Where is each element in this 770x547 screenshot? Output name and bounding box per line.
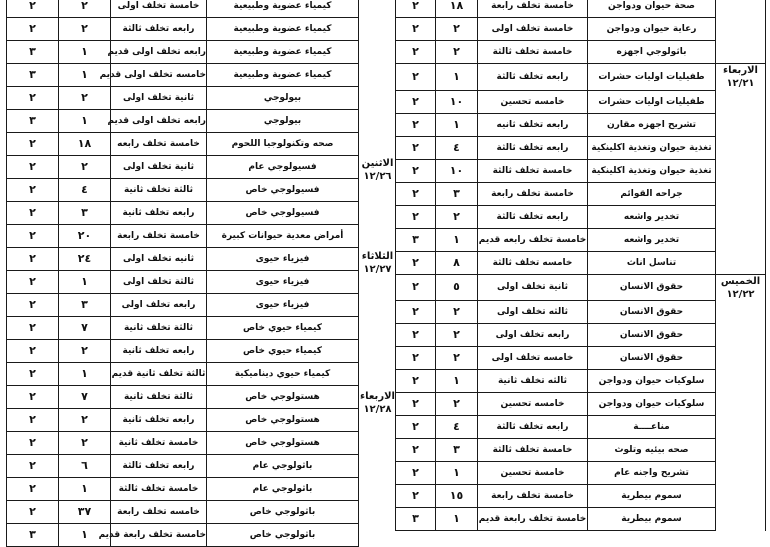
table-row	[396, 370, 766, 393]
table-row	[7, 110, 359, 133]
count-cell: ٢	[396, 113, 436, 136]
level-cell: ثالثة تخلف ثانية	[111, 386, 207, 409]
day-cell: الخميس ١٢/٢٢	[716, 274, 766, 301]
level-cell: رابعه تخلف ثانية	[111, 340, 207, 363]
count-cell: ٢	[396, 485, 436, 508]
subject-cell: حقوق الانسان	[588, 324, 716, 347]
student-count-cell: ١٨	[436, 0, 478, 18]
subject-cell: رعاية حيوان ودواجن	[588, 18, 716, 41]
level-cell: خامسه تخلف ثالثة	[478, 251, 588, 274]
subject-cell: مناعــــة	[588, 416, 716, 439]
day-cell	[716, 462, 766, 485]
count-cell: ٣	[396, 228, 436, 251]
subject-cell: كيمياء حيوي ديناميكية	[207, 363, 359, 386]
student-count-cell: ٢	[436, 18, 478, 41]
student-count-cell: ٢	[436, 205, 478, 228]
right-table-body	[396, 0, 766, 531]
count-cell: ٢	[396, 18, 436, 41]
subject-cell: باثولوجي عام	[207, 455, 359, 478]
count-cell: ٢	[7, 501, 59, 524]
count-cell: ٢	[396, 439, 436, 462]
student-count-cell: ٢	[436, 347, 478, 370]
student-count-cell: ١	[59, 41, 111, 64]
level-cell: ثانيه تخلف اولى	[111, 248, 207, 271]
student-count-cell: ١٥	[436, 485, 478, 508]
table-row	[7, 386, 359, 409]
level-cell: ثالثه تخلف اولى	[478, 301, 588, 324]
level-cell: خامسة تخلف رابعة قديم	[478, 508, 588, 531]
subject-cell: بيولوجي	[207, 110, 359, 133]
level-cell: ثالثة تخلف ثانية	[111, 317, 207, 340]
level-cell: رابعه تخلف ثانية	[111, 409, 207, 432]
day-cell	[716, 205, 766, 228]
level-cell: خامسة تخلف ثالثة	[478, 41, 588, 64]
subject-cell: كيمياء عضوية وطبيعية	[207, 64, 359, 87]
day-cell	[716, 347, 766, 370]
count-cell: ٢	[7, 18, 59, 41]
subject-cell: حقوق الانسان	[588, 301, 716, 324]
level-cell: ثانية تخلف اولى	[111, 156, 207, 179]
subject-cell: سلوكيات حيوان ودواجن	[588, 370, 716, 393]
count-cell: ٢	[396, 370, 436, 393]
table-row	[7, 202, 359, 225]
student-count-cell: ٥	[436, 274, 478, 301]
student-count-cell: ١٠	[436, 159, 478, 182]
subject-cell: أمراض معدية حيوانات كبيرة	[207, 225, 359, 248]
subject-cell: فيزياء حيوى	[207, 248, 359, 271]
count-cell: ٢	[7, 317, 59, 340]
count-cell: ٢	[7, 225, 59, 248]
count-cell: ٣	[7, 524, 59, 547]
count-cell: ٢	[7, 133, 59, 156]
table-row	[7, 432, 359, 455]
student-count-cell: ٣	[436, 182, 478, 205]
level-cell: خامسه تخلف رابعة	[111, 501, 207, 524]
subject-cell: حقوق الانسان	[588, 347, 716, 370]
table-row	[7, 248, 359, 271]
level-cell: خامسة تخلف رابعه قديم	[478, 228, 588, 251]
count-cell: ٣	[7, 64, 59, 87]
student-count-cell: ١	[436, 64, 478, 91]
level-cell: ثالثه تخلف ثانية	[478, 370, 588, 393]
level-cell: خامسه تحسين	[478, 90, 588, 113]
day-cell	[716, 251, 766, 274]
count-cell: ٢	[7, 432, 59, 455]
student-count-cell: ١	[436, 370, 478, 393]
student-count-cell: ١	[436, 462, 478, 485]
count-cell: ٢	[7, 455, 59, 478]
student-count-cell: ٢	[436, 301, 478, 324]
subject-cell: تشريح اجهزه مقارن	[588, 113, 716, 136]
subject-cell: هستولوجي خاص	[207, 409, 359, 432]
student-count-cell: ٨	[436, 251, 478, 274]
table-row	[7, 18, 359, 41]
table-row	[7, 524, 359, 547]
subject-cell: بيولوجي	[207, 87, 359, 110]
level-cell: رابعه تخلف ثانيه	[478, 113, 588, 136]
level-cell: خامسة تخلف اولى	[111, 0, 207, 18]
subject-cell: صحة حيوان ودواجن	[588, 0, 716, 18]
subject-cell: كيمياء حيوي خاص	[207, 317, 359, 340]
level-cell: رابعه تخلف ثالثة	[111, 455, 207, 478]
count-cell: ٢	[396, 159, 436, 182]
level-cell: رابعه تخلف ثالثة	[111, 18, 207, 41]
table-row	[7, 409, 359, 432]
table-row	[396, 228, 766, 251]
table-row	[7, 0, 359, 18]
level-cell: خامسة تحسين	[478, 462, 588, 485]
count-cell: ٢	[7, 87, 59, 110]
student-count-cell: ١٨	[59, 133, 111, 156]
subject-cell: تخدير واشعه	[588, 228, 716, 251]
day-cell: الاربعاء ١٢/٢١	[716, 64, 766, 91]
count-cell: ٢	[396, 0, 436, 18]
subject-cell: فسيولوجي خاص	[207, 202, 359, 225]
count-cell: ٢	[396, 462, 436, 485]
student-count-cell: ١	[59, 363, 111, 386]
level-cell: ثانية تخلف اولى	[478, 274, 588, 301]
subject-cell: صحه بيئيه وتلوث	[588, 439, 716, 462]
table-row	[396, 0, 766, 18]
table-row	[7, 87, 359, 110]
student-count-cell: ١	[59, 478, 111, 501]
level-cell: خامسة تخلف رابعة	[111, 225, 207, 248]
count-cell: ٢	[7, 386, 59, 409]
count-cell: ٢	[396, 182, 436, 205]
student-count-cell: ٣	[59, 294, 111, 317]
table-row	[7, 317, 359, 340]
student-count-cell: ٣٧	[59, 501, 111, 524]
student-count-cell: ١	[59, 271, 111, 294]
subject-cell: سلوكيات حيوان ودواجن	[588, 393, 716, 416]
count-cell: ٢	[396, 347, 436, 370]
student-count-cell: ٢	[436, 324, 478, 347]
level-cell: رابعه تخلف ثالثة	[478, 64, 588, 91]
level-cell: خامسة تخلف ثالثة	[111, 478, 207, 501]
level-cell: خامسة تخلف رابعة قديم	[111, 524, 207, 547]
table-row	[7, 340, 359, 363]
exam-schedule-table-right	[395, 0, 766, 531]
table-row	[7, 64, 359, 87]
count-cell: ٢	[396, 301, 436, 324]
table-row	[7, 225, 359, 248]
count-cell: ٢	[7, 294, 59, 317]
count-cell: ٢	[7, 271, 59, 294]
student-count-cell: ٢	[59, 156, 111, 179]
subject-cell: هستولوجي خاص	[207, 432, 359, 455]
table-row	[396, 416, 766, 439]
subject-cell: سموم بيطرية	[588, 485, 716, 508]
table-row	[396, 251, 766, 274]
level-cell: رابعه تخلف ثالثة	[478, 136, 588, 159]
table-row	[7, 41, 359, 64]
table-row	[7, 478, 359, 501]
count-cell: ٣	[396, 508, 436, 531]
level-cell: رابعه تخلف ثالثة	[478, 205, 588, 228]
subject-cell: تغذية حيوان وتغذية اكلينكية	[588, 136, 716, 159]
day-label: الاثنين ١٢/٢٦	[361, 158, 394, 183]
day-label: الثلاثاء ١٢/٢٧	[361, 251, 394, 276]
count-cell: ٢	[7, 202, 59, 225]
subject-cell: باثولوجي اجهزه	[588, 41, 716, 64]
level-cell: خامسه تخلف اولى قديم	[111, 64, 207, 87]
table-row	[396, 485, 766, 508]
count-cell: ٢	[396, 393, 436, 416]
student-count-cell: ٢	[436, 41, 478, 64]
level-cell: خامسه تحسين	[478, 393, 588, 416]
day-cell	[716, 508, 766, 531]
subject-cell: سموم بيطرية	[588, 508, 716, 531]
subject-cell: تشريح واجنه عام	[588, 462, 716, 485]
subject-cell: كيمياء عضوية وطبيعية	[207, 41, 359, 64]
student-count-cell: ٧	[59, 317, 111, 340]
table-row	[396, 347, 766, 370]
day-cell	[716, 228, 766, 251]
level-cell: خامسة تخلف ثالثة	[478, 159, 588, 182]
level-cell: خامسة تخلف رابعه	[111, 133, 207, 156]
student-count-cell: ١	[436, 228, 478, 251]
subject-cell: كيمياء حيوي خاص	[207, 340, 359, 363]
count-cell: ٢	[396, 251, 436, 274]
day-cell	[716, 439, 766, 462]
day-cell	[716, 90, 766, 113]
table-row	[396, 508, 766, 531]
table-row	[396, 159, 766, 182]
table-row	[396, 136, 766, 159]
student-count-cell: ١	[436, 508, 478, 531]
count-cell: ٣	[7, 41, 59, 64]
student-count-cell: ٤	[436, 416, 478, 439]
level-cell: رابعه تخلف اولى قديم	[111, 110, 207, 133]
student-count-cell: ٢	[59, 340, 111, 363]
level-cell: ثانية تخلف اولى	[111, 87, 207, 110]
count-cell: ٢	[7, 156, 59, 179]
count-cell: ٢	[396, 90, 436, 113]
day-cell	[716, 393, 766, 416]
day-cell	[716, 182, 766, 205]
day-cell	[716, 301, 766, 324]
level-cell: خامسة تخلف رابعة	[478, 485, 588, 508]
student-count-cell: ١٠	[436, 90, 478, 113]
center-gap	[358, 0, 396, 480]
day-cell	[716, 41, 766, 64]
day-cell	[716, 113, 766, 136]
day-cell	[716, 18, 766, 41]
count-cell: ٢	[7, 0, 59, 18]
student-count-cell: ١	[59, 110, 111, 133]
subject-cell: هستولوجي خاص	[207, 386, 359, 409]
day-cell	[716, 159, 766, 182]
day-cell	[716, 416, 766, 439]
subject-cell: كيمياء عضوية وطبيعية	[207, 0, 359, 18]
subject-cell: تخدير واشعه	[588, 205, 716, 228]
day-cell	[716, 324, 766, 347]
level-cell: خامسة تخلف اولى	[478, 18, 588, 41]
count-cell: ٣	[7, 110, 59, 133]
table-row	[396, 41, 766, 64]
day-cell	[716, 0, 766, 18]
subject-cell: فيزياء حيوى	[207, 271, 359, 294]
level-cell: خامسة تخلف ثالثة	[478, 439, 588, 462]
level-cell: رابعه تخلف اولى	[111, 294, 207, 317]
student-count-cell: ٣	[59, 202, 111, 225]
student-count-cell: ٢٤	[59, 248, 111, 271]
table-row	[7, 156, 359, 179]
count-cell: ٢	[7, 478, 59, 501]
table-row	[396, 274, 766, 301]
student-count-cell: ١	[59, 524, 111, 547]
subject-cell: صحه وتكنولوجيا اللحوم	[207, 133, 359, 156]
table-row	[396, 462, 766, 485]
table-row	[396, 301, 766, 324]
table-row	[396, 205, 766, 228]
level-cell: ثالثة تخلف ثانية	[111, 179, 207, 202]
table-row	[396, 90, 766, 113]
table-row	[396, 182, 766, 205]
level-cell: خامسة تخلف ثانية	[111, 432, 207, 455]
table-row	[7, 294, 359, 317]
student-count-cell: ٢	[59, 87, 111, 110]
student-count-cell: ٦	[59, 455, 111, 478]
count-cell: ٢	[7, 409, 59, 432]
subject-cell: فيزياء حيوى	[207, 294, 359, 317]
student-count-cell: ٧	[59, 386, 111, 409]
table-row	[396, 113, 766, 136]
level-cell: رابعه تخلف ثالثة	[478, 416, 588, 439]
student-count-cell: ٢	[59, 0, 111, 18]
table-row	[396, 439, 766, 462]
count-cell: ٢	[396, 64, 436, 91]
student-count-cell: ٤	[59, 179, 111, 202]
student-count-cell: ٢	[59, 432, 111, 455]
student-count-cell: ٢	[436, 393, 478, 416]
count-cell: ٢	[7, 363, 59, 386]
subject-cell: باثولوجي عام	[207, 478, 359, 501]
student-count-cell: ١	[59, 64, 111, 87]
table-row	[396, 64, 766, 91]
table-row	[7, 133, 359, 156]
count-cell: ٢	[7, 340, 59, 363]
student-count-cell: ٢٠	[59, 225, 111, 248]
level-cell: خامسه تخلف اولى	[478, 347, 588, 370]
level-cell: رابعه تخلف اولى	[478, 324, 588, 347]
subject-cell: باثولوجي خاص	[207, 501, 359, 524]
subject-cell: فسيولوجي عام	[207, 156, 359, 179]
count-cell: ٢	[7, 248, 59, 271]
student-count-cell: ١	[436, 113, 478, 136]
level-cell: رابعه تخلف ثانية	[111, 202, 207, 225]
student-count-cell: ٢	[59, 18, 111, 41]
count-cell: ٢	[396, 416, 436, 439]
level-cell: رابعه تخلف اولى قديم	[111, 41, 207, 64]
subject-cell: باثولوجي خاص	[207, 524, 359, 547]
count-cell: ٢	[396, 205, 436, 228]
student-count-cell: ٢	[59, 409, 111, 432]
level-cell: خامسة تخلف رابعة	[478, 0, 588, 18]
subject-cell: حقوق الانسان	[588, 274, 716, 301]
subject-cell: فسيولوجي خاص	[207, 179, 359, 202]
subject-cell: طفيليات اوليات حشرات	[588, 90, 716, 113]
count-cell: ٢	[396, 41, 436, 64]
subject-cell: طفيليات اوليات حشرات	[588, 64, 716, 91]
count-cell: ٢	[396, 136, 436, 159]
day-cell	[716, 370, 766, 393]
subject-cell: كيمياء عضوية وطبيعية	[207, 18, 359, 41]
day-cell	[716, 136, 766, 159]
day-cell	[716, 485, 766, 508]
table-row	[7, 363, 359, 386]
table-row	[7, 271, 359, 294]
level-cell: خامسة تخلف رابعة	[478, 182, 588, 205]
day-label: الاربعاء ١٢/٢٨	[360, 391, 395, 416]
table-row	[396, 393, 766, 416]
level-cell: ثالثة تخلف ثانية قديم	[111, 363, 207, 386]
subject-cell: تغذية حيوان وتغذية اكلينكية	[588, 159, 716, 182]
level-cell: ثالثة تخلف اولى	[111, 271, 207, 294]
count-cell: ٢	[396, 324, 436, 347]
table-row	[396, 18, 766, 41]
subject-cell: تناسل اناث	[588, 251, 716, 274]
count-cell: ٢	[7, 179, 59, 202]
student-count-cell: ٤	[436, 136, 478, 159]
exam-schedule-table-left	[6, 0, 359, 547]
table-row	[396, 324, 766, 347]
left-table-body	[7, 0, 359, 547]
student-count-cell: ٣	[436, 439, 478, 462]
table-row	[7, 179, 359, 202]
table-row	[7, 501, 359, 524]
count-cell: ٢	[396, 274, 436, 301]
subject-cell: جراحه القوائم	[588, 182, 716, 205]
table-row	[7, 455, 359, 478]
